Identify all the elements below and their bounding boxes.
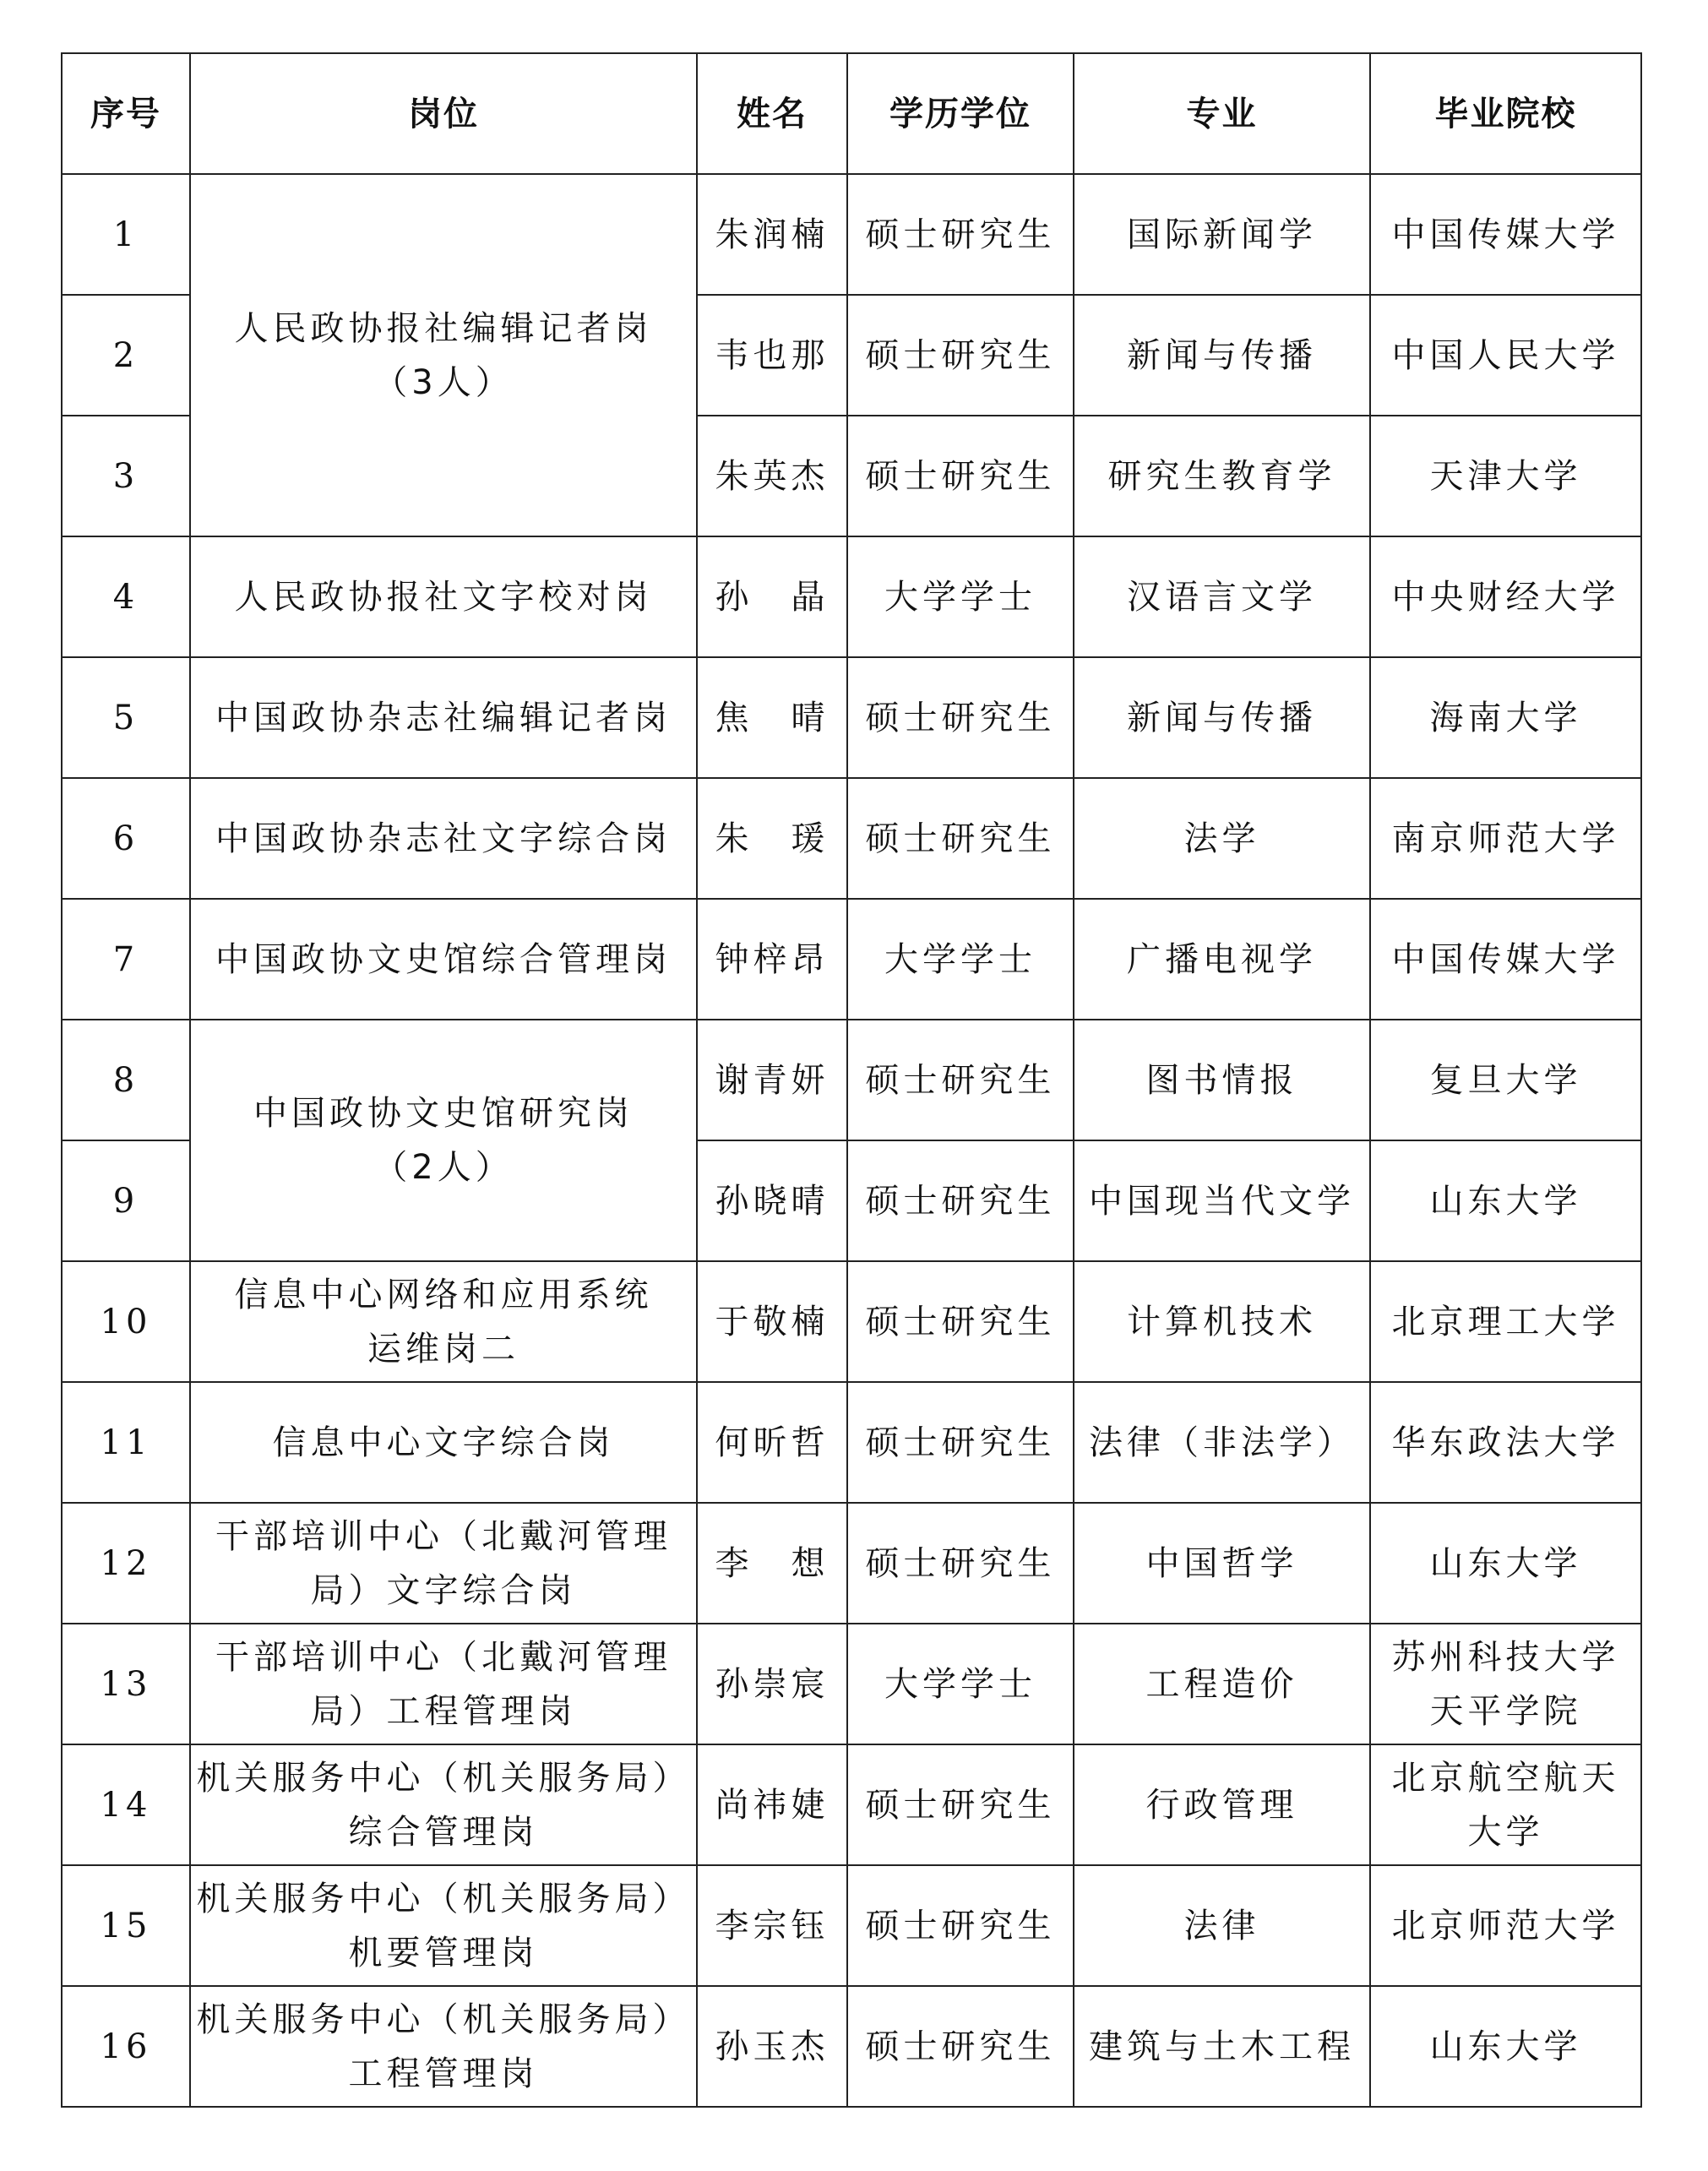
- name-cell: 朱润楠: [697, 174, 847, 295]
- table-row: [62, 1744, 1641, 1865]
- school-line: 中央财经大学: [1391, 577, 1620, 617]
- major-cell: 中国哲学: [1074, 1503, 1370, 1624]
- row-number: 16: [62, 1986, 190, 2107]
- position-cell: [190, 1503, 697, 1624]
- row-number: 2: [62, 295, 190, 416]
- major-cell: 计算机技术: [1074, 1261, 1370, 1382]
- roster-table: [61, 52, 1642, 2108]
- school-line: 天津大学: [1429, 456, 1582, 496]
- position-cell: [190, 1986, 697, 2107]
- degree-cell: 硕士研究生: [847, 1865, 1074, 1986]
- position-line: 中国政协文史馆研究岗: [253, 1094, 634, 1133]
- major-cell: 新闻与传播: [1074, 657, 1370, 778]
- name-cell: 于敬楠: [697, 1261, 847, 1382]
- position-line: 综合管理岗: [348, 1812, 539, 1852]
- major-cell: 国际新闻学: [1074, 174, 1370, 295]
- position-line: 机要管理岗: [348, 1933, 539, 1972]
- school-line: 北京航空航天: [1391, 1758, 1620, 1798]
- position-cell: [190, 1261, 697, 1382]
- position-cell: [190, 1382, 697, 1503]
- school-cell: [1370, 1865, 1641, 1986]
- degree-cell: 硕士研究生: [847, 657, 1074, 778]
- row-number: 4: [62, 536, 190, 657]
- school-line: 中国传媒大学: [1391, 215, 1620, 254]
- degree-cell: 硕士研究生: [847, 1020, 1074, 1140]
- header-degree: 学历学位: [847, 53, 1074, 174]
- name-cell: 谢青妍: [697, 1020, 847, 1140]
- degree-cell: 硕士研究生: [847, 778, 1074, 899]
- position-cell: [190, 536, 697, 657]
- school-cell: [1370, 899, 1641, 1020]
- table-row: [62, 174, 1641, 295]
- table-row: [62, 1865, 1641, 1986]
- degree-cell: 硕士研究生: [847, 295, 1074, 416]
- position-line: 中国政协杂志社文字综合岗: [215, 819, 672, 858]
- school-cell: [1370, 657, 1641, 778]
- row-number: 11: [62, 1382, 190, 1503]
- row-number: 1: [62, 174, 190, 295]
- major-cell: 汉语言文学: [1074, 536, 1370, 657]
- major-cell: 广播电视学: [1074, 899, 1370, 1020]
- header-school: 毕业院校: [1370, 53, 1641, 174]
- school-line: 中国人民大学: [1391, 335, 1620, 375]
- school-cell: [1370, 174, 1641, 295]
- name-cell: 何昕哲: [697, 1382, 847, 1503]
- school-line: 大学: [1467, 1812, 1544, 1852]
- name-cell: 孙崇宸: [697, 1624, 847, 1744]
- header-no: 序号: [62, 53, 190, 174]
- school-cell: [1370, 1744, 1641, 1865]
- position-cell: [190, 1865, 697, 1986]
- position-line: 机关服务中心（机关服务局）: [196, 1758, 691, 1798]
- table-row: [62, 1020, 1641, 1140]
- name-cell: 尚祎婕: [697, 1744, 847, 1865]
- position-line: 机关服务中心（机关服务局）: [196, 2000, 691, 2039]
- table-row: [62, 657, 1641, 778]
- major-cell: 研究生教育学: [1074, 416, 1370, 536]
- degree-cell: 硕士研究生: [847, 1986, 1074, 2107]
- school-cell: [1370, 1020, 1641, 1140]
- position-cell: [190, 174, 697, 536]
- school-cell: [1370, 536, 1641, 657]
- position-cell: [190, 899, 697, 1020]
- row-number: 3: [62, 416, 190, 536]
- header-position: 岗位: [190, 53, 697, 174]
- position-line: 信息中心网络和应用系统: [234, 1275, 653, 1314]
- table-row: [62, 1624, 1641, 1744]
- school-line: 苏州科技大学: [1391, 1637, 1620, 1677]
- degree-cell: 硕士研究生: [847, 1744, 1074, 1865]
- table-row: [62, 899, 1641, 1020]
- school-cell: [1370, 1261, 1641, 1382]
- name-cell: 李 想: [697, 1503, 847, 1624]
- header-name: 姓名: [697, 53, 847, 174]
- school-line: 山东大学: [1429, 1181, 1582, 1221]
- position-line: 人民政协报社编辑记者岗: [234, 308, 653, 348]
- name-cell: 焦 晴: [697, 657, 847, 778]
- position-line: （2人）: [373, 1148, 514, 1187]
- row-number: 15: [62, 1865, 190, 1986]
- header-major: 专业: [1074, 53, 1370, 174]
- position-cell: [190, 657, 697, 778]
- table-row: [62, 1503, 1641, 1624]
- degree-cell: 硕士研究生: [847, 174, 1074, 295]
- school-line: 华东政法大学: [1391, 1423, 1620, 1462]
- degree-cell: 大学学士: [847, 536, 1074, 657]
- header-row: [62, 53, 1641, 174]
- position-cell: [190, 1744, 697, 1865]
- degree-cell: 硕士研究生: [847, 1140, 1074, 1261]
- row-number: 10: [62, 1261, 190, 1382]
- table-row: [62, 536, 1641, 657]
- position-line: 运维岗二: [367, 1329, 519, 1368]
- degree-cell: 硕士研究生: [847, 416, 1074, 536]
- school-line: 海南大学: [1429, 698, 1582, 737]
- major-cell: 法律（非法学）: [1074, 1382, 1370, 1503]
- name-cell: 孙玉杰: [697, 1986, 847, 2107]
- row-number: 14: [62, 1744, 190, 1865]
- position-line: 局）工程管理岗: [310, 1691, 577, 1731]
- school-line: 南京师范大学: [1391, 819, 1620, 858]
- major-cell: 建筑与土木工程: [1074, 1986, 1370, 2107]
- name-cell: 李宗钰: [697, 1865, 847, 1986]
- position-cell: [190, 1020, 697, 1261]
- position-line: 人民政协报社文字校对岗: [234, 577, 653, 617]
- row-number: 12: [62, 1503, 190, 1624]
- school-line: 天平学院: [1429, 1691, 1582, 1731]
- row-number: 5: [62, 657, 190, 778]
- major-cell: 工程造价: [1074, 1624, 1370, 1744]
- position-cell: [190, 1624, 697, 1744]
- name-cell: 钟梓昂: [697, 899, 847, 1020]
- table-row: [62, 1382, 1641, 1503]
- school-line: 北京师范大学: [1391, 1906, 1620, 1945]
- school-cell: [1370, 1382, 1641, 1503]
- position-line: 干部培训中心（北戴河管理: [215, 1637, 672, 1677]
- name-cell: 朱 瑗: [697, 778, 847, 899]
- major-cell: 中国现当代文学: [1074, 1140, 1370, 1261]
- row-number: 8: [62, 1020, 190, 1140]
- school-line: 北京理工大学: [1391, 1302, 1620, 1341]
- major-cell: 新闻与传播: [1074, 295, 1370, 416]
- degree-cell: 大学学士: [847, 1624, 1074, 1744]
- position-line: 局）文字综合岗: [310, 1570, 577, 1610]
- school-line: 复旦大学: [1429, 1060, 1582, 1100]
- major-cell: 行政管理: [1074, 1744, 1370, 1865]
- major-cell: 法律: [1074, 1865, 1370, 1986]
- school-line: 山东大学: [1429, 2027, 1582, 2066]
- name-cell: 孙晓晴: [697, 1140, 847, 1261]
- major-cell: 图书情报: [1074, 1020, 1370, 1140]
- degree-cell: 大学学士: [847, 899, 1074, 1020]
- name-cell: 朱英杰: [697, 416, 847, 536]
- school-cell: [1370, 778, 1641, 899]
- school-cell: [1370, 1140, 1641, 1261]
- table-row: [62, 1986, 1641, 2107]
- school-cell: [1370, 1986, 1641, 2107]
- degree-cell: 硕士研究生: [847, 1382, 1074, 1503]
- row-number: 6: [62, 778, 190, 899]
- degree-cell: 硕士研究生: [847, 1261, 1074, 1382]
- row-number: 9: [62, 1140, 190, 1261]
- position-line: 中国政协杂志社编辑记者岗: [215, 698, 672, 737]
- row-number: 7: [62, 899, 190, 1020]
- table-row: [62, 1261, 1641, 1382]
- school-line: 中国传媒大学: [1391, 939, 1620, 979]
- major-cell: 法学: [1074, 778, 1370, 899]
- position-cell: [190, 778, 697, 899]
- name-cell: 孙 晶: [697, 536, 847, 657]
- position-line: 信息中心文字综合岗: [272, 1423, 615, 1462]
- row-number: 13: [62, 1624, 190, 1744]
- school-line: 山东大学: [1429, 1543, 1582, 1583]
- position-line: 工程管理岗: [348, 2054, 539, 2093]
- name-cell: 韦也那: [697, 295, 847, 416]
- position-line: 干部培训中心（北戴河管理: [215, 1516, 672, 1556]
- school-cell: [1370, 295, 1641, 416]
- position-line: （3人）: [373, 362, 514, 402]
- position-line: 机关服务中心（机关服务局）: [196, 1879, 691, 1918]
- position-line: 中国政协文史馆综合管理岗: [215, 939, 672, 979]
- school-cell: [1370, 1503, 1641, 1624]
- school-cell: [1370, 1624, 1641, 1744]
- school-cell: [1370, 416, 1641, 536]
- degree-cell: 硕士研究生: [847, 1503, 1074, 1624]
- table-row: [62, 778, 1641, 899]
